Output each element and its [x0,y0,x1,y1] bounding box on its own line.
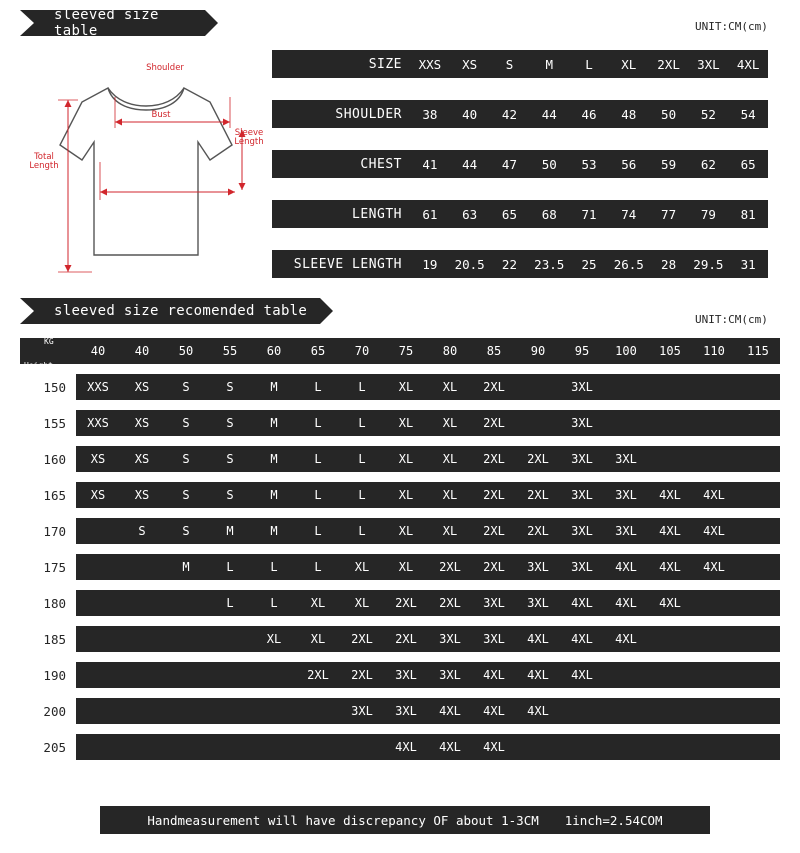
shoulder-dim-label: Shoulder [146,63,184,73]
cell: 56 [621,156,637,172]
row-label: SIZE [368,56,402,72]
cell: S [226,452,234,466]
weight-header: 105 [659,344,681,358]
footer-conversion-text: 1inch=2.54COM [564,812,663,828]
row-cells [410,157,768,172]
cell: 25 [581,256,597,272]
row-cells [410,57,768,72]
cell: 2XL [483,488,505,502]
table-row [272,100,768,128]
cell: 28 [661,256,677,272]
cell: 61 [422,206,438,222]
cell: 4XL [659,488,681,502]
cell: 2XL [483,416,505,430]
cell: 4XL [527,668,549,682]
row-label: SHOULDER [335,106,402,122]
tshirt-diagram [20,50,270,285]
cell: L [314,524,322,538]
cell: 81 [740,206,756,222]
cell: 4XL [659,524,681,538]
row-cells [76,734,780,760]
row-cells [76,554,780,580]
row-cells [76,698,780,724]
cell: XL [398,524,414,538]
cell: 2XL [483,524,505,538]
cell: XL [442,488,458,502]
cell: L [226,596,234,610]
cell: XXS [418,56,442,72]
cell: 4XL [659,560,681,574]
cell: 4XL [483,668,505,682]
weight-header: 95 [574,344,590,358]
cell: XL [621,56,637,72]
table-row [272,250,768,278]
cell: 3XL [571,416,593,430]
cell: L [226,560,234,574]
cell: XL [442,416,458,430]
row-cells [410,257,768,272]
row-cells [410,107,768,122]
cell: 2XL [395,596,417,610]
cell: 2XL [483,560,505,574]
cell: 3XL [395,668,417,682]
cell: 3XL [483,596,505,610]
row-label: SLEEVE LENGTH [293,256,402,272]
cell: S [138,524,146,538]
cell: XXS [87,416,109,430]
cell: 44 [462,156,478,172]
cell: 4XL [527,704,549,718]
cell: 3XL [527,560,549,574]
cell: 68 [541,206,557,222]
cell: 3XL [571,560,593,574]
cell: 2XL [439,596,461,610]
cell: XL [442,452,458,466]
table-row [20,554,780,580]
table-row [20,374,780,400]
weight-header: 50 [178,344,194,358]
cell: XL [442,380,458,394]
weight-header: 75 [398,344,414,358]
cell: M [226,524,234,538]
cell: 3XL [439,668,461,682]
cell: 26.5 [613,256,644,272]
cell: 2XL [395,632,417,646]
height-label: 150 [43,379,66,395]
cell: L [314,488,322,502]
weight-header: 70 [354,344,370,358]
cell: XS [134,452,150,466]
height-label: 205 [43,739,66,755]
cell: 4XL [615,632,637,646]
weight-header: 40 [134,344,150,358]
cell: 2XL [307,668,329,682]
cell: 4XL [615,560,637,574]
cell: M [182,560,190,574]
weight-header: 85 [486,344,502,358]
cell: 23.5 [534,256,565,272]
cell: 3XL [571,452,593,466]
cell: 3XL [615,524,637,538]
row-cells [76,482,780,508]
weight-header: 65 [310,344,326,358]
weight-headers [76,338,780,364]
cell: 65 [740,156,756,172]
cell: 3XL [395,704,417,718]
cell: 4XL [571,668,593,682]
cell: XL [354,560,370,574]
cell: XL [398,560,414,574]
cell: 2XL [483,380,505,394]
cell: XL [310,596,326,610]
cell: L [314,416,322,430]
cell: L [314,560,322,574]
cell: L [358,452,366,466]
cell: 2XL [483,452,505,466]
height-label: 175 [43,559,66,575]
cell: 4XL [703,524,725,538]
table-row [20,698,780,724]
table-row [20,518,780,544]
cell: 4XL [395,740,417,754]
cell: 4XL [703,560,725,574]
banner-recommend-table [20,298,320,324]
cell: XS [462,56,478,72]
cell: L [585,56,593,72]
height-axis-label: Height [24,361,53,370]
table-row [272,200,768,228]
cell: 19 [422,256,438,272]
footer-note [100,806,710,834]
cell: 20.5 [454,256,485,272]
height-label: 185 [43,631,66,647]
table-row [20,734,780,760]
table-row [20,662,780,688]
bust-dim-label: Bust [151,110,171,120]
row-cells [76,410,780,436]
cell: 79 [700,206,716,222]
cell: 44 [541,106,557,122]
cell: S [226,488,234,502]
cell: XL [310,632,326,646]
cell: XL [398,380,414,394]
total-length-dim-label: Total Length [29,152,59,172]
unit-label-bottom: UNIT:CM(cm) [695,313,768,326]
cell: 40 [462,106,478,122]
cell: 31 [740,256,756,272]
cell: S [182,380,190,394]
weight-header: 115 [747,344,769,358]
cell: XS [90,452,106,466]
cell: 2XL [527,488,549,502]
row-cells [76,590,780,616]
height-label: 200 [43,703,66,719]
cell: XS [134,416,150,430]
cell: 3XL [527,596,549,610]
weight-header: 55 [222,344,238,358]
cell: 65 [501,206,517,222]
cell: M [270,380,278,394]
cell: 38 [422,106,438,122]
row-label: LENGTH [352,206,402,222]
cell: XXS [87,380,109,394]
cell: 3XL [615,488,637,502]
table-row [20,626,780,652]
row-cells [410,207,768,222]
cell: 3XL [571,488,593,502]
cell: 3XL [571,524,593,538]
cell: 62 [700,156,716,172]
unit-label-top: UNIT:CM(cm) [695,20,768,33]
cell: 71 [581,206,597,222]
cell: 2XL [657,56,680,72]
cell: 2XL [527,524,549,538]
cell: 3XL [615,452,637,466]
table-row [20,446,780,472]
cell: 4XL [659,596,681,610]
cell: XS [134,488,150,502]
height-label: 155 [43,415,66,431]
cell: 4XL [703,488,725,502]
height-label: 170 [43,523,66,539]
table-row [20,482,780,508]
cell: 52 [700,106,716,122]
row-cells [76,374,780,400]
table-header-row [20,337,780,370]
cell: 53 [581,156,597,172]
row-cells [76,662,780,688]
weight-header: 100 [615,344,637,358]
cell: 4XL [439,740,461,754]
cell: 4XL [527,632,549,646]
cell: S [182,416,190,430]
kg-axis-label: KG [44,337,54,346]
cell: L [314,380,322,394]
height-label: 165 [43,487,66,503]
cell: 50 [661,106,677,122]
cell: 29.5 [693,256,724,272]
cell: 41 [422,156,438,172]
cell: L [270,560,278,574]
size-table [272,50,768,300]
cell: 4XL [615,596,637,610]
table-row [272,150,768,178]
row-cells [76,518,780,544]
cell: 2XL [351,668,373,682]
banner-recommend-table-label: sleeved size recomended table [54,303,308,319]
cell: 4XL [483,740,505,754]
cell: 2XL [351,632,373,646]
cell: M [270,524,278,538]
cell: 3XL [439,632,461,646]
cell: L [358,416,366,430]
row-label: CHEST [360,156,402,172]
cell: XS [134,380,150,394]
cell: 48 [621,106,637,122]
cell: 3XL [571,380,593,394]
cell: 3XL [697,56,720,72]
cell: 59 [661,156,677,172]
weight-header: 80 [442,344,458,358]
cell: 47 [501,156,517,172]
cell: 42 [501,106,517,122]
cell: XL [398,416,414,430]
cell: M [545,56,553,72]
footer-discrepancy-text: Handmeasurement will have discrepancy OF about 1-3CM [147,812,539,828]
cell: 22 [501,256,517,272]
cell: L [358,524,366,538]
cell: S [182,488,190,502]
cell: XL [266,632,282,646]
table-row [272,50,768,78]
row-cells [76,626,780,652]
cell: L [270,596,278,610]
cell: 50 [541,156,557,172]
weight-header: 90 [530,344,546,358]
weight-header: 110 [703,344,725,358]
sleeve-dim-label: Sleeve Length [234,128,264,148]
cell: 3XL [483,632,505,646]
cell: 4XL [571,632,593,646]
cell: XS [90,488,106,502]
cell: 4XL [571,596,593,610]
cell: 74 [621,206,637,222]
cell: S [226,380,234,394]
cell: 54 [740,106,756,122]
cell: L [358,488,366,502]
cell: 2XL [439,560,461,574]
recommend-table [20,338,780,770]
cell: 63 [462,206,478,222]
cell: 4XL [736,56,760,72]
cell: 46 [581,106,597,122]
height-label: 190 [43,667,66,683]
cell: 77 [661,206,677,222]
cell: L [314,452,322,466]
cell: M [270,452,278,466]
table-row [20,410,780,436]
table-row [20,590,780,616]
height-label: 160 [43,451,66,467]
cell: XL [398,452,414,466]
weight-header: 40 [90,344,106,358]
cell: S [182,452,190,466]
cell: 4XL [439,704,461,718]
weight-header: 60 [266,344,282,358]
cell: S [226,416,234,430]
cell: S [505,56,514,72]
cell: L [358,380,366,394]
cell: M [270,416,278,430]
banner-size-table [20,7,205,39]
cell: XL [442,524,458,538]
height-label: 180 [43,595,66,611]
cell: M [270,488,278,502]
cell: S [182,524,190,538]
cell: 4XL [483,704,505,718]
cell: XL [398,488,414,502]
cell: XL [354,596,370,610]
cell: 3XL [351,704,373,718]
banner-size-table-label: sleeved size table [54,7,159,39]
cell: 2XL [527,452,549,466]
row-cells [76,446,780,472]
